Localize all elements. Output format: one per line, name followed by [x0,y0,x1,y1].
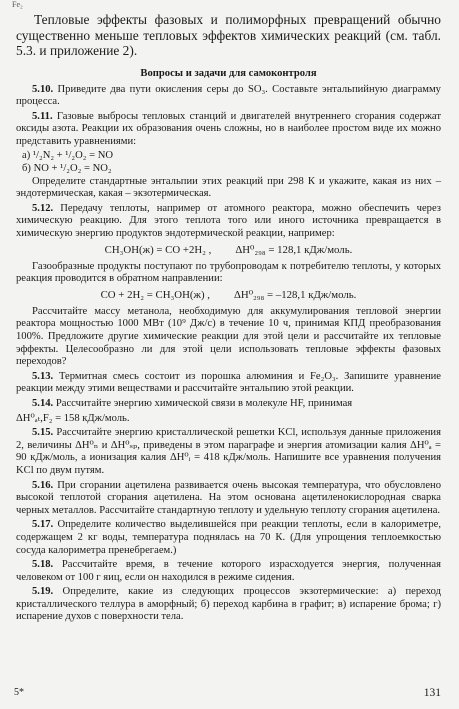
problem-5-16 [16,480,441,518]
section-heading: Вопросы и задачи для самоконтроля [140,67,317,79]
problem-5-11 [16,111,441,149]
problem-5-12 [16,203,441,241]
problem-number: 5.17. [32,519,54,531]
problem-5-14-equation: ΔH⁰ₐₜ,F₂ = 158 кДж/моль. [16,412,130,424]
problem-5-12-text-2: Газообразные продукты поступают по трубопроводам к потребителю теплоты, у которых реакция проводится в обратном направлении: [16,260,441,285]
equation-methanol-decomposition [16,243,441,257]
problem-text: Приведите два пути окисления серы до SO₃. Составьте энтальпийную диаграмму процесса. [16,83,441,108]
problem-number: 5.11. [32,110,53,122]
equation-left: CO + 2H₂ = CH₃OH(ж) , [100,288,210,301]
signature-mark: 5* [14,687,24,698]
problem-number: 5.14. [32,397,54,409]
problem-5-11-question: Определите стандартные энтальпии этих реакций при 298 К и укажите, какая из них – эндотермическая, какая – экзотермическая. [16,175,441,200]
problem-text: Рассчитайте энергию кристаллической решетки KCl, используя данные приложения 2, величины ΔH⁰ₙ и ΔH⁰ₛₚ, приведены в этом параграфе и энергия атомизации калия ΔH⁰ₐ = 90 кДж/моль, а ионизация калия ΔH⁰ᵢ = 418 кДж/моль. Напишите все уравнения получения KCl по двум путям. [16,427,441,476]
top-corner-fragment: Fe₂ [12,0,23,9]
problem-5-17 [16,519,441,557]
problem-text: Определите, какие из следующих процессов экзотермические: а) переход кристаллического теллура в аморфный; б) переход карбина в графит; в) испарение брома; г) испарение духов с поверхности тела. [16,586,441,623]
problem-5-13 [16,371,441,396]
problem-5-12-text-3: Рассчитайте массу метанола, необходимую для аккумулирования тепловой энергии реактора мощностью 1000 МВт (10⁹ Дж/с) в течение 10 ч, принимая КПД преобразования 100%. Предложите другие химические реакции для этой цели и рассчитайте их тепловые эффекты. Целесообразно ли для этой цели использовать тепловые эффекты фазовых переходов? [16,305,441,368]
problem-5-15 [16,427,441,477]
problem-number: 5.16. [32,479,54,491]
page-footer [14,687,441,699]
problem-text: При сгорании ацетилена развивается очень высокая температура, что обусловлено высокой теплотой сгорания ацетилена. На этом основана ацетиленокислородная сварка черных металлов. Рассчитайте стандартную теплоту и удельную теплоту сгорания ацетилена. [16,479,441,516]
problem-text: Рассчитайте энергию химической связи в молекуле HF, принимая [55,397,353,409]
problem-text: Определите количество выделившейся при реакции теплоты, если в калориметре, содержащем 2 кг воды, температура поднялась на 70 К. (Для упрощения теплоемкостью сосуда калориметра пренебрегаем.) [16,519,441,556]
problem-text: Термитная смесь состоит из порошка алюминия и Fe₂O₃. Запишите уравнение реакции между этими веществами и рассчитайте энтальпию этой реакции. [16,370,441,395]
equation-right: ΔH⁰₂₉₈ = –128,1 кДж/моль. [233,288,357,301]
problem-number: 5.13. [32,370,54,382]
equation-left: CH₃OH(ж) = CO +2H₂ , [104,243,212,256]
equation-a: а) ¹/₂N₂ + ¹/₂O₂ = NO [22,150,114,162]
page-number: 131 [423,687,441,699]
problem-5-19 [16,586,441,624]
problem-5-14 [16,398,441,411]
problem-5-10 [16,84,441,109]
problem-number: 5.10. [32,83,54,95]
problem-text: Газовые выбросы тепловых станций и двигателей внутреннего сгорания содержат оксиды азота. Реакции их образования очень сложны, но в наиболее простом виде их можно представить уравнениями: [16,110,441,147]
problem-number: 5.19. [32,586,54,598]
equation-right: ΔH⁰₂₉₈ = 128,1 кДж/моль. [235,243,353,256]
problem-number: 5.12. [32,202,54,214]
problem-5-18 [16,559,441,584]
problem-number: 5.15. [32,427,54,439]
equation-methanol-synthesis [16,288,441,302]
problem-number: 5.18. [32,559,54,571]
problem-text: Передачу теплоты, например от атомного реактора, можно обеспечить через химическую реакцию. Для этого теплота того или иного источника превращается в химическую энергию продуктов эндотермической реакции, например: [16,202,441,240]
equation-b: б) NO + ¹/₂O₂ = NO₂ [22,163,112,175]
problem-text: Рассчитайте время, в течение которого израсходуется энергия, полученная человеком от 100 г яиц, если он находился в режиме сидения. [16,559,441,583]
intro-paragraph: Тепловые эффекты фазовых и полиморфных превращений обычно существенно меньше тепловых эффектов химических реакций (см. табл. 5.3. и приложение 2). [16,12,441,58]
